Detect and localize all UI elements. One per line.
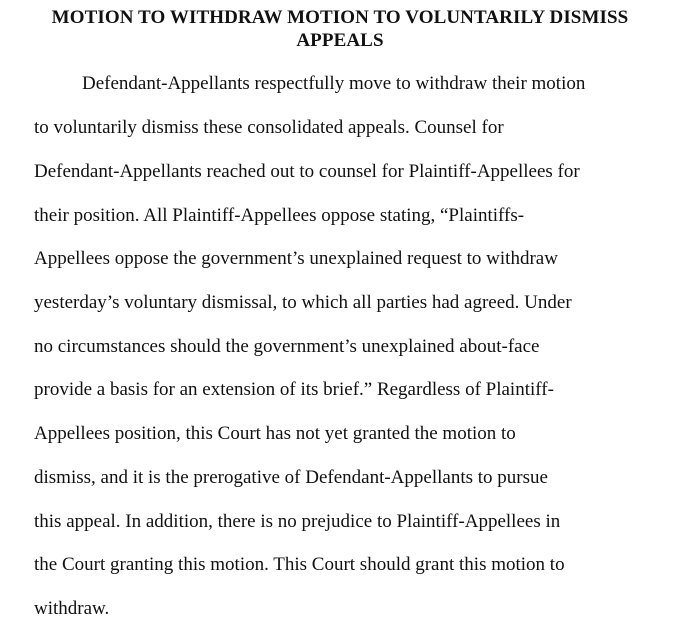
body-line: Defendant-Appellants reached out to counsel for Plaintiff-Appellees for: [34, 161, 580, 182]
body-line: Defendant-Appellants respectfully move to withdraw their motion: [82, 73, 586, 94]
title-line: APPEALS: [296, 30, 384, 51]
body-line: withdraw.: [34, 598, 110, 619]
body-line: the Court granting this motion. This Court should grant this motion to: [34, 554, 565, 575]
body-line: dismiss, and it is the prerogative of Defendant-Appellants to pursue: [34, 467, 548, 488]
title-line: MOTION TO WITHDRAW MOTION TO VOLUNTARILY DISMISS: [51, 7, 629, 28]
body-line: to voluntarily dismiss these consolidated appeals. Counsel for: [34, 117, 504, 138]
body-line: Appellees position, this Court has not yet granted the motion to: [34, 423, 516, 444]
body-line: Appellees oppose the government’s unexplained request to withdraw: [34, 248, 558, 269]
document-title: [20, 6, 660, 52]
body-line: no circumstances should the government’s unexplained about-face: [34, 336, 540, 357]
body-line: provide a basis for an extension of its brief.” Regardless of Plaintiff-: [34, 379, 554, 400]
body-line: yesterday’s voluntary dismissal, to which all parties had agreed. Under: [34, 292, 572, 313]
body-line: their position. All Plaintiff-Appellees oppose stating, “Plaintiffs-: [34, 205, 525, 226]
body-line: this appeal. In addition, there is no prejudice to Plaintiff-Appellees in: [34, 511, 561, 532]
